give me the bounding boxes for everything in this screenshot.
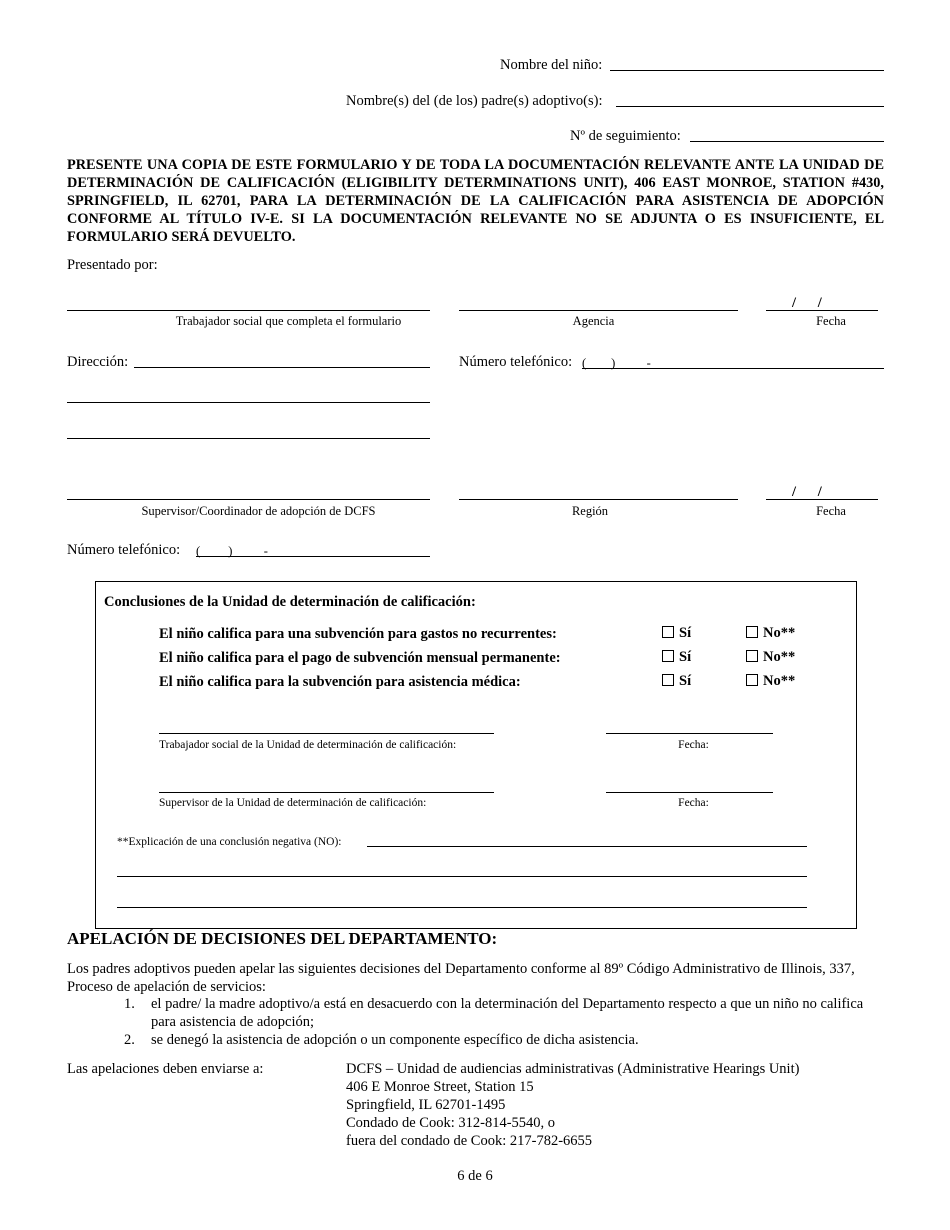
no-checkbox-nonrecurring[interactable] (746, 625, 795, 642)
appeal-send-label: Las apelaciones deben enviarse a: (67, 1061, 264, 1077)
child-name-label: Nombre del niño: (500, 57, 603, 73)
checkbox-icon[interactable] (746, 650, 758, 662)
address-field-3[interactable] (67, 438, 430, 439)
address-line: 406 E Monroe Street, Station 15 (346, 1079, 534, 1095)
yes-label: Sí (679, 649, 692, 665)
conclusions-title: Conclusiones de la Unidad de determinación de calificación: (104, 594, 476, 610)
address-field-2[interactable] (67, 402, 430, 403)
eligibility-supervisor-date-field[interactable] (606, 792, 773, 793)
no-label: No** (763, 649, 796, 665)
adoptive-parents-field[interactable] (616, 106, 884, 107)
supervisor-signature-field[interactable] (67, 499, 430, 500)
address-line: fuera del condado de Cook: 217-782-6655 (346, 1133, 593, 1149)
question-nonrecurring: El niño califica para una subvención para gastos no recurrentes: (159, 626, 557, 642)
yes-checkbox-nonrecurring[interactable] (662, 625, 691, 642)
submission-notice: PRESENTE UNA COPIA DE ESTE FORMULARIO Y DE TODA LA DOCUMENTACIÓN RELEVANTE ANTE LA UNIDAD DE DETERMINACIÓN DE CALIFICACIÓN (ELIGIBILITY DETERMINATIONS UNIT), 406 EAST MONROE, STATION #430, SPRINGFIELD, IL 62701, PARA LA DETERMINACIÓN DE LA CALIFICACIÓN PARA ASISTENCIA DE ADOPCIÓN CONFORME AL TÍTULO IV-E. SI LA DOCUMENTACIÓN RELEVANTE NO SE ADJUNTA O ES INSUFICIENTE, EL FORMULARIO SERÁ DEVUELTO. (67, 157, 884, 245)
yes-label: Sí (679, 625, 692, 641)
appeal-intro: Los padres adoptivos pueden apelar las siguientes decisiones del Departamento conforme al 89º Código Administrativo de Illinois, 337, Proceso de apelación de servicios: (67, 961, 855, 995)
checkbox-icon[interactable] (662, 650, 674, 662)
address-line: Condado de Cook: 312-814-5540, o (346, 1115, 556, 1131)
no-label: No** (763, 625, 796, 641)
page-number: 6 de 6 (457, 1168, 493, 1184)
phone-format: ( ) - (582, 356, 651, 370)
address-line: DCFS – Unidad de audiencias administrativas (Administrative Hearings Unit) (346, 1061, 800, 1077)
yes-checkbox-medical[interactable] (662, 673, 691, 690)
yes-checkbox-monthly[interactable] (662, 649, 691, 666)
phone2-field[interactable] (196, 556, 430, 557)
no-checkbox-medical[interactable] (746, 673, 795, 690)
agency-field[interactable] (459, 310, 738, 311)
address-label: Dirección: (67, 354, 129, 370)
supervisor-label: Supervisor/Coordinador de adopción de DCFS (141, 504, 376, 518)
eligibility-worker-signature-field[interactable] (159, 733, 494, 734)
date-label: Fecha (816, 314, 846, 328)
yes-label: Sí (679, 673, 692, 689)
region-label: Región (571, 504, 609, 518)
date2-label: Fecha (816, 504, 846, 518)
phone-label: Número telefónico: (459, 354, 573, 370)
appeal-item: el padre/ la madre adoptivo/a está en desacuerdo con la determinación del Departamento respecto a que un niño no califica para asistencia de adopción; (151, 996, 864, 1030)
date-field[interactable] (766, 310, 878, 311)
tracking-number-label: Nº de seguimiento: (570, 128, 681, 144)
eligibility-supervisor-signature-field[interactable] (159, 792, 494, 793)
date-slashes: / / (792, 295, 822, 311)
appeal-item-number: 1. (124, 996, 135, 1012)
eligibility-worker-label: Trabajador social de la Unidad de determinación de calificación: (159, 739, 457, 751)
checkbox-icon[interactable] (746, 626, 758, 638)
appeal-item-number: 2. (124, 1032, 135, 1048)
caseworker-label: Trabajador social que completa el formulario (175, 314, 402, 328)
negative-explanation-field-3[interactable] (117, 907, 807, 908)
checkbox-icon[interactable] (662, 626, 674, 638)
adoptive-parents-label: Nombre(s) del (de los) padre(s) adoptivo(s): (346, 93, 603, 109)
tracking-number-field[interactable] (690, 141, 884, 142)
date2-slashes: / / (792, 484, 822, 500)
caseworker-signature-field[interactable] (67, 310, 430, 311)
checkbox-icon[interactable] (746, 674, 758, 686)
eligibility-supervisor-label: Supervisor de la Unidad de determinación de calificación: (159, 797, 427, 809)
appeal-item: se denegó la asistencia de adopción o un componente específico de dicha asistencia. (151, 1032, 639, 1048)
eligibility-supervisor-date-label: Fecha: (678, 797, 709, 809)
phone-field[interactable] (582, 368, 884, 369)
negative-explanation-label: **Explicación de una conclusión negativa (NO): (117, 836, 342, 848)
no-label: No** (763, 673, 796, 689)
phone2-label: Número telefónico: (67, 542, 181, 558)
address-line: Springfield, IL 62701-1495 (346, 1097, 506, 1113)
agency-label: Agencia (572, 314, 615, 328)
child-name-field[interactable] (610, 70, 884, 71)
question-medical: El niño califica para la subvención para asistencia médica: (159, 674, 521, 690)
appeal-heading: APELACIÓN DE DECISIONES DEL DEPARTAMENTO: (67, 929, 498, 948)
negative-explanation-field-1[interactable] (367, 846, 807, 847)
region-field[interactable] (459, 499, 738, 500)
date2-field[interactable] (766, 499, 878, 500)
negative-explanation-field-2[interactable] (117, 876, 807, 877)
question-monthly: El niño califica para el pago de subvención mensual permanente: (159, 650, 561, 666)
eligibility-worker-date-field[interactable] (606, 733, 773, 734)
phone2-format: ( ) - (196, 544, 268, 558)
eligibility-worker-date-label: Fecha: (678, 739, 709, 751)
checkbox-icon[interactable] (662, 674, 674, 686)
no-checkbox-monthly[interactable] (746, 649, 795, 666)
address-field-1[interactable] (134, 367, 430, 368)
presented-by-label: Presentado por: (67, 257, 158, 273)
